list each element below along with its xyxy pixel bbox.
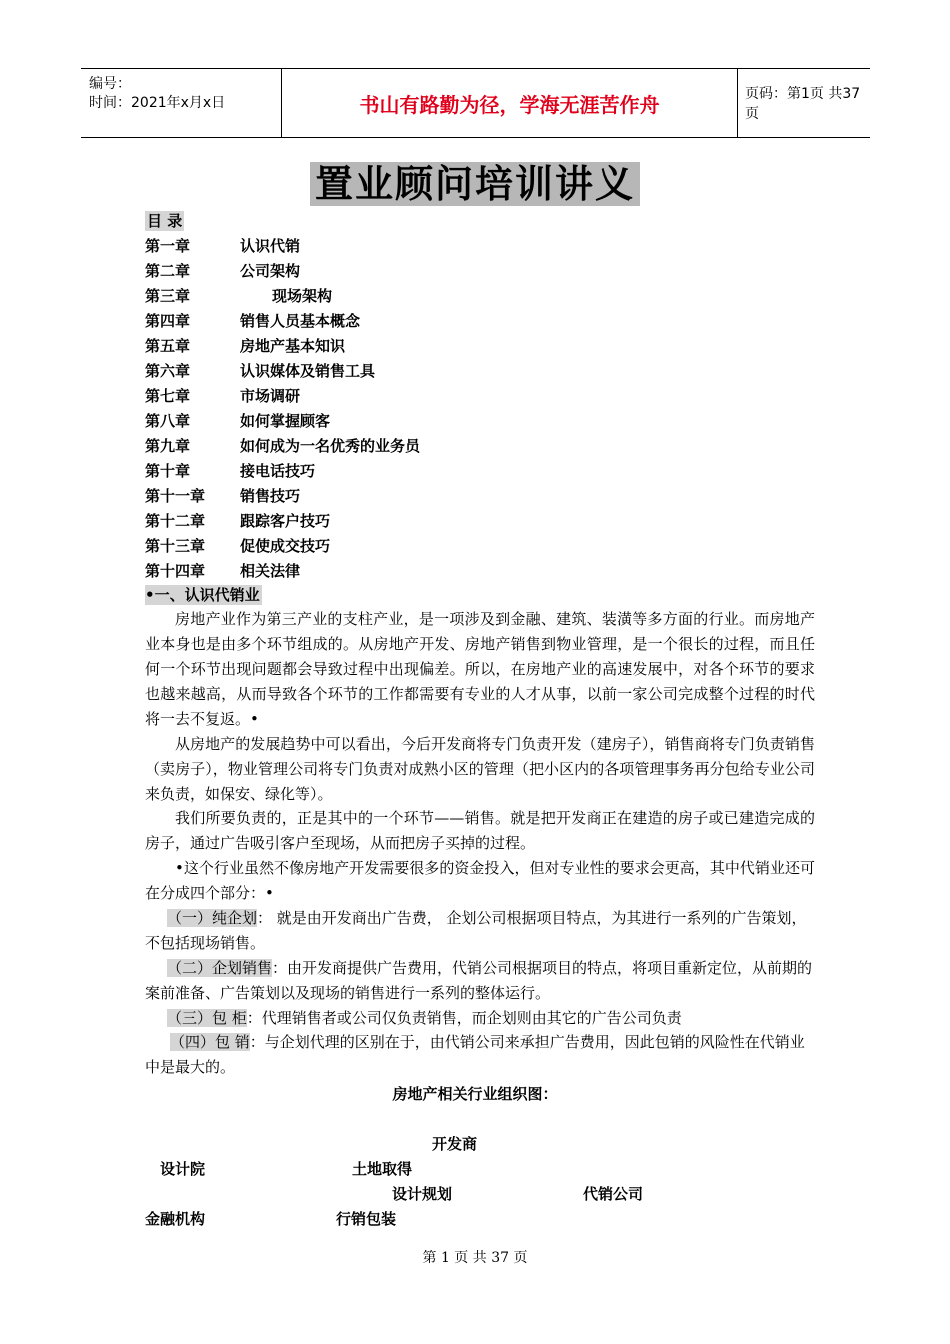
toc-item (145, 311, 645, 336)
toc-name: 房地产基本知识 (240, 337, 346, 355)
category-text: ：由开发商提供广告费用，代销公司根据项目的特点，将项目重新定位，从前期的案前准备、广告策划以及现场的销售进行一系列的整体运行。 (145, 959, 813, 1002)
toc-chapter: 第十三章 (145, 537, 206, 555)
toc-chapter: 第四章 (145, 312, 191, 330)
org-design-planning: 设计规划 (392, 1185, 453, 1203)
org-marketing: 行销包装 (336, 1210, 397, 1228)
category-text: ： 就是由开发商出广告费， 企划公司根据项目特点，为其进行一系列的广告策划，不包括现场销售。 (145, 909, 807, 952)
toc-chapter: 第九章 (145, 437, 191, 455)
toc-name: 接电话技巧 (240, 462, 316, 480)
category-text: ：与企划代理的区别在于，由代销公司来承担广告费用，因此包销的风险性在代销业中是最大的。 (145, 1033, 805, 1076)
toc-item (145, 461, 645, 486)
toc-chapter: 第二章 (145, 262, 191, 280)
category-item (145, 906, 815, 956)
toc-item (145, 261, 645, 286)
toc-item (145, 386, 645, 411)
toc-chapter: 第十二章 (145, 512, 206, 530)
paragraph-text: 房地产业作为第三产业的支柱产业，是一项涉及到金融、建筑、装潢等多方面的行业。而房地产业本身也是由多个环节组成的。从房地产开发、房地产销售到物业管理，是一个很长的过程，而且任何一个环节出现问题都会导致过程中出现偏差。所以，在房地产业的高速发展中，对各个环节的要求也越来越高，从而导致各个环节的工作都需要有专业的人才从事，以前一家公司完成整个过程的时代将一去不复返。• (145, 610, 815, 728)
toc-name: 促使成交技巧 (240, 537, 331, 555)
toc-chapter: 第十一章 (145, 487, 206, 505)
toc-name: 相关法律 (240, 562, 301, 580)
category-tag: （一）纯企划 (167, 909, 258, 927)
org-land: 土地取得 (352, 1160, 413, 1178)
toc-item (145, 511, 645, 536)
table-of-contents (145, 236, 645, 586)
section-heading: •一、认识代销业 (145, 586, 260, 604)
paragraph (145, 732, 815, 807)
code-label: 编号： (89, 76, 131, 92)
toc-item (145, 336, 645, 361)
doc-title: 置业顾问培训讲义 (310, 162, 640, 206)
toc-name: 现场架构 (272, 287, 333, 305)
category-tag: （四）包 销 (170, 1033, 250, 1051)
category-tag: （三）包 柜 (167, 1009, 247, 1027)
toc-item (145, 561, 645, 586)
toc-item (145, 361, 645, 386)
toc-chapter: 第七章 (145, 387, 191, 405)
toc-name: 如何掌握顾客 (240, 412, 331, 430)
toc-item (145, 486, 645, 511)
toc-chapter: 第八章 (145, 412, 191, 430)
org-design-institute: 设计院 (160, 1160, 206, 1178)
paragraph-text: •这个行业虽然不像房地产开发需要很多的资金投入，但对专业性的要求会更高，其中代销业还可在分成四个部分：• (145, 859, 815, 902)
category-text: ：代理销售者或公司仅负责销售，而企划则由其它的广告公司负责 (246, 1009, 682, 1027)
toc-name: 跟踪客户技巧 (240, 512, 331, 530)
toc-chapter: 第十章 (145, 462, 191, 480)
org-chart-title: 房地产相关行业组织图： (392, 1085, 558, 1103)
toc-item (145, 286, 645, 311)
toc-name: 认识媒体及销售工具 (240, 362, 376, 380)
org-agency: 代销公司 (583, 1185, 644, 1203)
toc-name: 销售人员基本概念 (240, 312, 361, 330)
category-item (145, 1006, 815, 1031)
toc-chapter: 第十四章 (145, 562, 206, 580)
date-label: 时间：2021年x月x日 (89, 95, 226, 111)
toc-chapter: 第六章 (145, 362, 191, 380)
page-info: 页码：第1页 共37页 (745, 86, 861, 122)
motto: 书山有路勤为径，学海无涯苦作舟 (281, 69, 738, 137)
header-table (81, 68, 870, 138)
header-left-cell (81, 69, 281, 137)
org-finance: 金融机构 (145, 1210, 206, 1228)
paragraph-text: 从房地产的发展趋势中可以看出，今后开发商将专门负责开发（建房子），销售商将专门负责销售（卖房子），物业管理公司将专门负责对成熟小区的管理（把小区内的各项管理事务再分包给专业公司来负责，如保安、绿化等）。 (145, 735, 815, 803)
category-item (145, 956, 815, 1006)
toc-name: 公司架构 (240, 262, 301, 280)
toc-chapter: 第三章 (145, 287, 191, 305)
toc-item (145, 536, 645, 561)
toc-heading: 目 录 (147, 212, 183, 230)
toc-name: 市场调研 (240, 387, 301, 405)
toc-item (145, 411, 645, 436)
paragraph (145, 607, 815, 732)
category-item (145, 1030, 815, 1080)
category-tag: （二）企划销售 (167, 959, 273, 977)
toc-name: 如何成为一名优秀的业务员 (240, 437, 421, 455)
toc-name: 销售技巧 (240, 487, 301, 505)
page-footer: 第 1 页 共 37 页 (422, 1250, 528, 1266)
toc-item (145, 236, 645, 261)
paragraph (145, 806, 815, 856)
toc-item (145, 436, 645, 461)
toc-chapter: 第一章 (145, 237, 191, 255)
org-developer: 开发商 (432, 1135, 478, 1153)
toc-name: 认识代销 (240, 237, 301, 255)
toc-chapter: 第五章 (145, 337, 191, 355)
paragraph (145, 856, 815, 906)
paragraph-text: 我们所要负责的，正是其中的一个环节——销售。就是把开发商正在建造的房子或已建造完成的房子，通过广告吸引客户至现场，从而把房子买掉的过程。 (145, 809, 815, 852)
